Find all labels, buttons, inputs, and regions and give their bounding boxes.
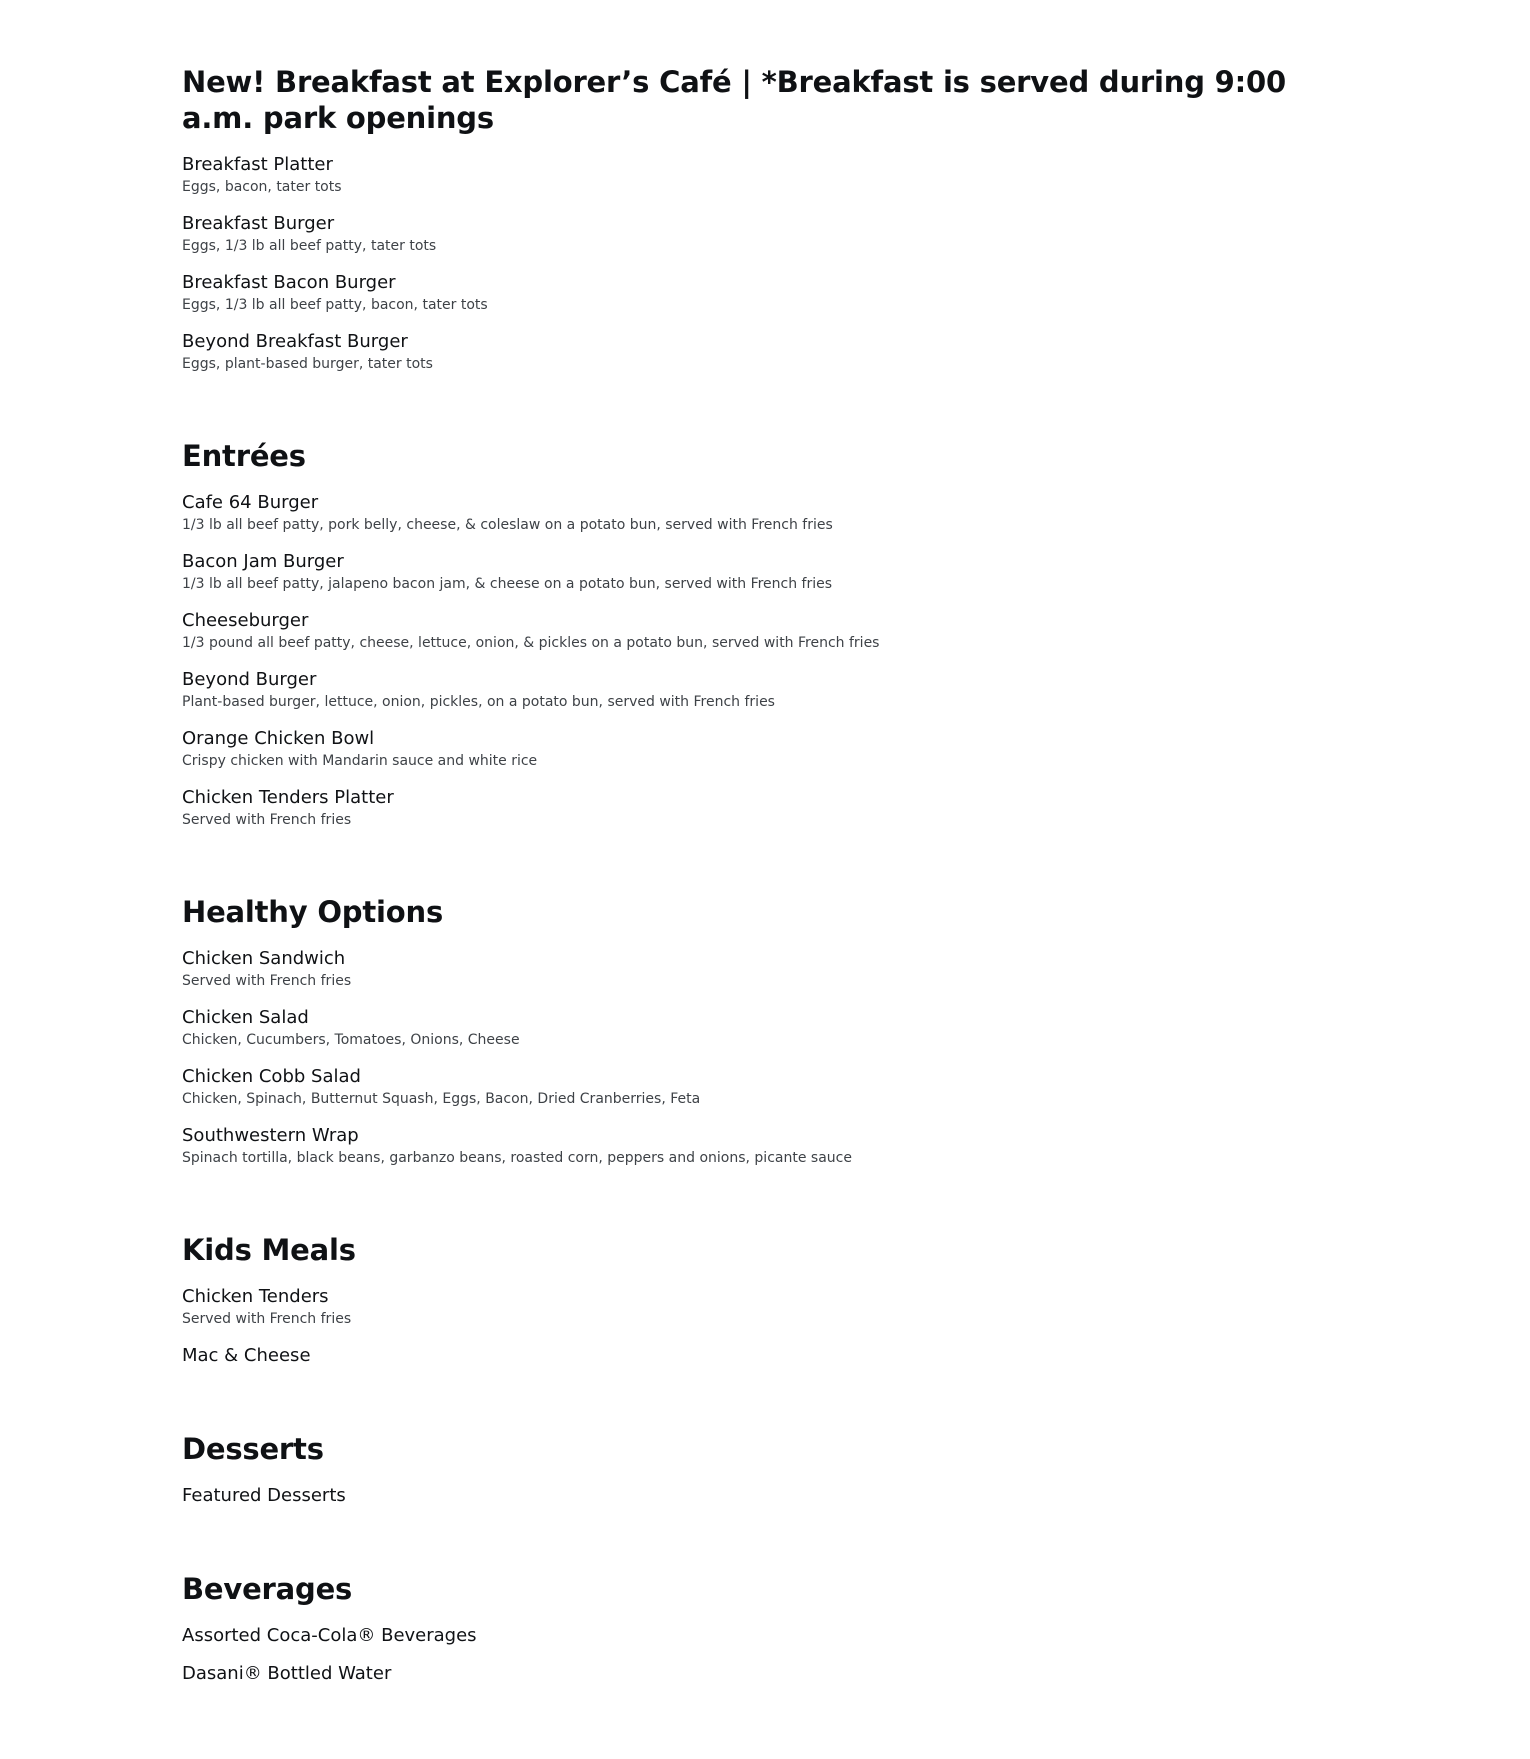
menu-item-name: Cafe 64 Burger [182,492,319,513]
menu-item [182,1625,1352,1647]
menu-item-name: Featured Desserts [182,1485,346,1506]
menu-item-description: Eggs, bacon, tater tots [182,179,342,195]
menu-item [182,610,1352,653]
menu-item-name: Beyond Breakfast Burger [182,331,408,352]
menu-item-name: Breakfast Bacon Burger [182,272,396,293]
menu-item-name: Chicken Salad [182,1007,309,1028]
menu-item-name: Orange Chicken Bowl [182,728,375,749]
menu-item [182,154,1352,197]
menu-item [182,728,1352,771]
section-title: Beverages [182,1572,353,1606]
menu-item [182,272,1352,315]
menu-item [182,331,1352,374]
menu-item [182,1007,1352,1050]
menu-item [182,1125,1352,1168]
menu-item-name: Beyond Burger [182,669,317,690]
menu-item-description: 1/3 lb all beef patty, pork belly, cheese, & coleslaw on a potato bun, served with French fries [182,517,833,533]
section-title: Healthy Options [182,895,444,929]
menu-section [182,438,1352,830]
menu-item-description: 1/3 lb all beef patty, jalapeno bacon jam, & cheese on a potato bun, served with French fries [182,576,833,592]
menu-item-description: Chicken, Spinach, Butternut Squash, Eggs, Bacon, Dried Cranberries, Feta [182,1091,701,1107]
menu-item-description: Eggs, 1/3 lb all beef patty, tater tots [182,238,437,254]
menu-item-description: Chicken, Cucumbers, Tomatoes, Onions, Cheese [182,1032,520,1048]
menu-page [182,64,1352,1749]
menu-item-name: Chicken Tenders Platter [182,787,394,808]
menu-item-name: Southwestern Wrap [182,1125,359,1146]
menu-item-name: Dasani® Bottled Water [182,1663,392,1684]
menu-item [182,669,1352,712]
menu-item [182,948,1352,991]
section-title: Entrées [182,439,306,473]
menu-item [182,787,1352,830]
menu-item-name: Chicken Cobb Salad [182,1066,361,1087]
menu-section [182,64,1352,374]
menu-item-description: Spinach tortilla, black beans, garbanzo beans, roasted corn, peppers and onions, picante sauce [182,1150,852,1166]
menu-item [182,551,1352,594]
menu-item-description: Served with French fries [182,812,352,828]
menu-item [182,1066,1352,1109]
menu-section [182,1571,1352,1685]
menu-section [182,894,1352,1168]
menu-item [182,1345,1352,1367]
section-title: Kids Meals [182,1233,356,1267]
menu-item-description: 1/3 pound all beef patty, cheese, lettuce, onion, & pickles on a potato bun, served with French fries [182,635,880,651]
section-title: New! Breakfast at Explorer’s Café | *Breakfast is served during 9:00 a.m. park openings [182,65,1286,135]
menu-section [182,1232,1352,1367]
menu-item-description: Crispy chicken with Mandarin sauce and white rice [182,753,538,769]
menu-item-name: Breakfast Burger [182,213,335,234]
menu-item [182,213,1352,256]
menu-item-description: Served with French fries [182,973,352,989]
menu-item-name: Mac & Cheese [182,1345,311,1366]
menu-item-name: Assorted Coca-Cola® Beverages [182,1625,477,1646]
menu-item [182,1663,1352,1685]
menu-item-description: Eggs, plant-based burger, tater tots [182,356,433,372]
section-title: Desserts [182,1432,324,1466]
menu-item-name: Cheeseburger [182,610,309,631]
menu-item-description: Eggs, 1/3 lb all beef patty, bacon, tater tots [182,297,488,313]
menu-item [182,1286,1352,1329]
menu-item-description: Plant-based burger, lettuce, onion, pickles, on a potato bun, served with French fries [182,694,775,710]
menu-item-name: Bacon Jam Burger [182,551,344,572]
menu-item [182,1485,1352,1507]
menu-item-description: Served with French fries [182,1311,352,1327]
menu-item-name: Chicken Tenders [182,1286,329,1307]
menu-item-name: Chicken Sandwich [182,948,346,969]
menu-section [182,1431,1352,1507]
menu-item-name: Breakfast Platter [182,154,333,175]
menu-item [182,492,1352,535]
